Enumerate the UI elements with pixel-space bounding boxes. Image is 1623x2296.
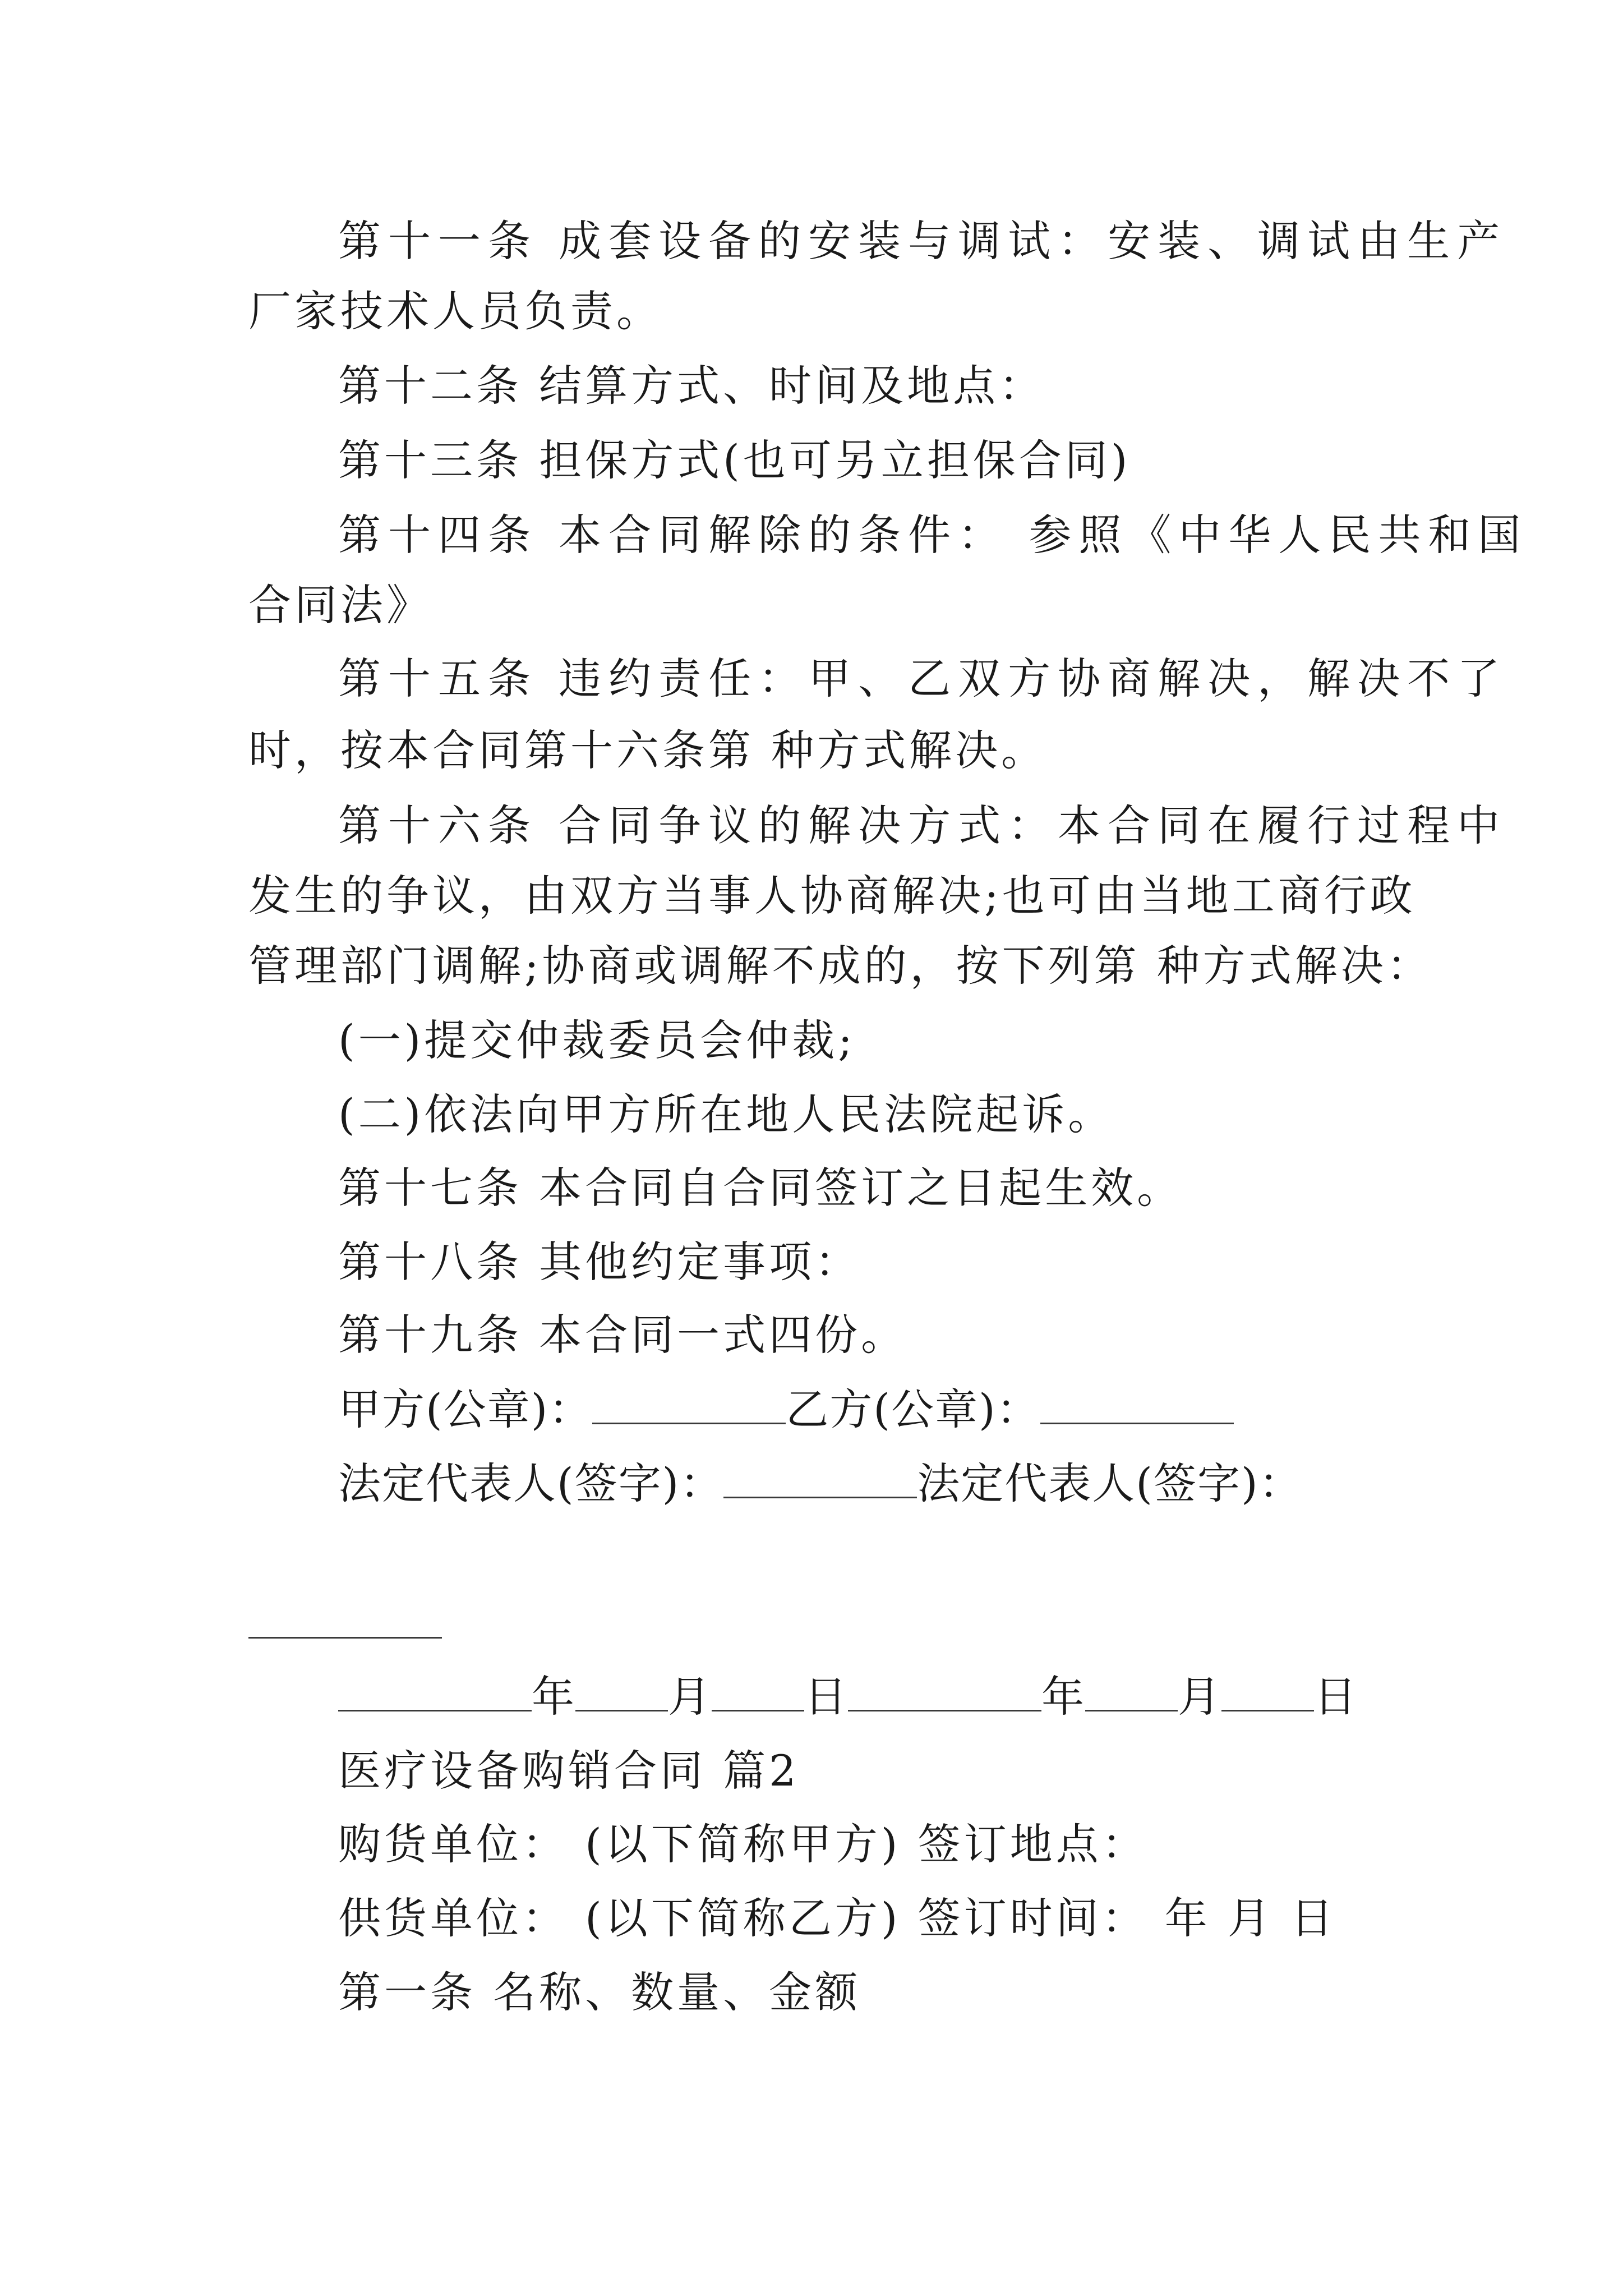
representative-line (338, 1456, 1303, 1512)
seller-line: 供货单位： (以下简称乙方) 签订时间： 年 月 日 (338, 1893, 1337, 1943)
article-18: 第十八条 其他约定事项： (338, 1237, 861, 1287)
article-11-line-2: 厂家技术人员负责。 (248, 286, 662, 336)
article-16-line-3: 管理部门调解;协商或调解不成的，按下列第 种方式解决： (248, 941, 1433, 991)
article-12: 第十二条 结算方式、时间及地点： (338, 361, 1045, 411)
article-15-line-2: 时，按本合同第十六条第 种方式解决。 (248, 725, 1048, 775)
seal-line (338, 1382, 1234, 1438)
option-2: (二)依法向甲方所在地人民法院起诉。 (338, 1089, 1114, 1139)
date-b-day: 日 (1314, 1672, 1358, 1722)
date-b-year: 年 (1041, 1672, 1085, 1722)
rep-b-blank (248, 1637, 442, 1639)
article-1: 第一条 名称、数量、金额 (338, 1967, 861, 2017)
date-b-day-blank (1221, 1669, 1314, 1711)
rep-a-blank (723, 1456, 917, 1498)
date-a-month: 月 (668, 1672, 712, 1722)
rep-b-label: 法定代表人(签字)： (917, 1458, 1303, 1508)
article-17: 第十七条 本合同自合同签订之日起生效。 (338, 1163, 1183, 1213)
party-a-seal-label: 甲方(公章)： (338, 1384, 593, 1434)
article-14-line-2: 合同法》 (248, 580, 432, 630)
option-1: (一)提交仲裁委员会仲裁; (338, 1015, 856, 1065)
date-a-day-blank (712, 1669, 804, 1711)
article-16-line-1: 第十六条 合同争议的解决方式：本合同在履行过程中 (338, 800, 1507, 850)
date-a-month-blank (575, 1669, 668, 1711)
rep-a-label: 法定代表人(签字)： (338, 1458, 724, 1508)
article-15-line-1: 第十五条 违约责任：甲、乙双方协商解决，解决不了 (338, 654, 1507, 703)
article-16-line-2: 发生的争议，由双方当事人协商解决;也可由当地工商行政 (248, 871, 1416, 921)
party-a-seal-blank (592, 1382, 786, 1424)
date-line (338, 1669, 1358, 1725)
article-11-line-1: 第十一条 成套设备的安装与调试：安装、调试由生产 (338, 216, 1507, 266)
part-2-title: 医疗设备购销合同 篇2 (338, 1746, 800, 1796)
date-a-year-blank (338, 1669, 532, 1711)
article-19: 第十九条 本合同一式四份。 (338, 1310, 907, 1360)
date-b-month: 月 (1178, 1672, 1221, 1722)
party-b-seal-blank (1040, 1382, 1234, 1424)
date-b-month-blank (1085, 1669, 1178, 1711)
party-b-seal-label: 乙方(公章)： (786, 1384, 1040, 1434)
article-13: 第十三条 担保方式(也可另立担保合同) (338, 435, 1131, 485)
date-b-year-blank (848, 1669, 1041, 1711)
buyer-line: 购货单位： (以下简称甲方) 签订地点： (338, 1819, 1148, 1869)
article-14-line-1: 第十四条 本合同解除的条件： 参照《中华人民共和国 (338, 510, 1528, 560)
date-a-year: 年 (532, 1672, 575, 1722)
date-a-day: 日 (804, 1672, 848, 1722)
